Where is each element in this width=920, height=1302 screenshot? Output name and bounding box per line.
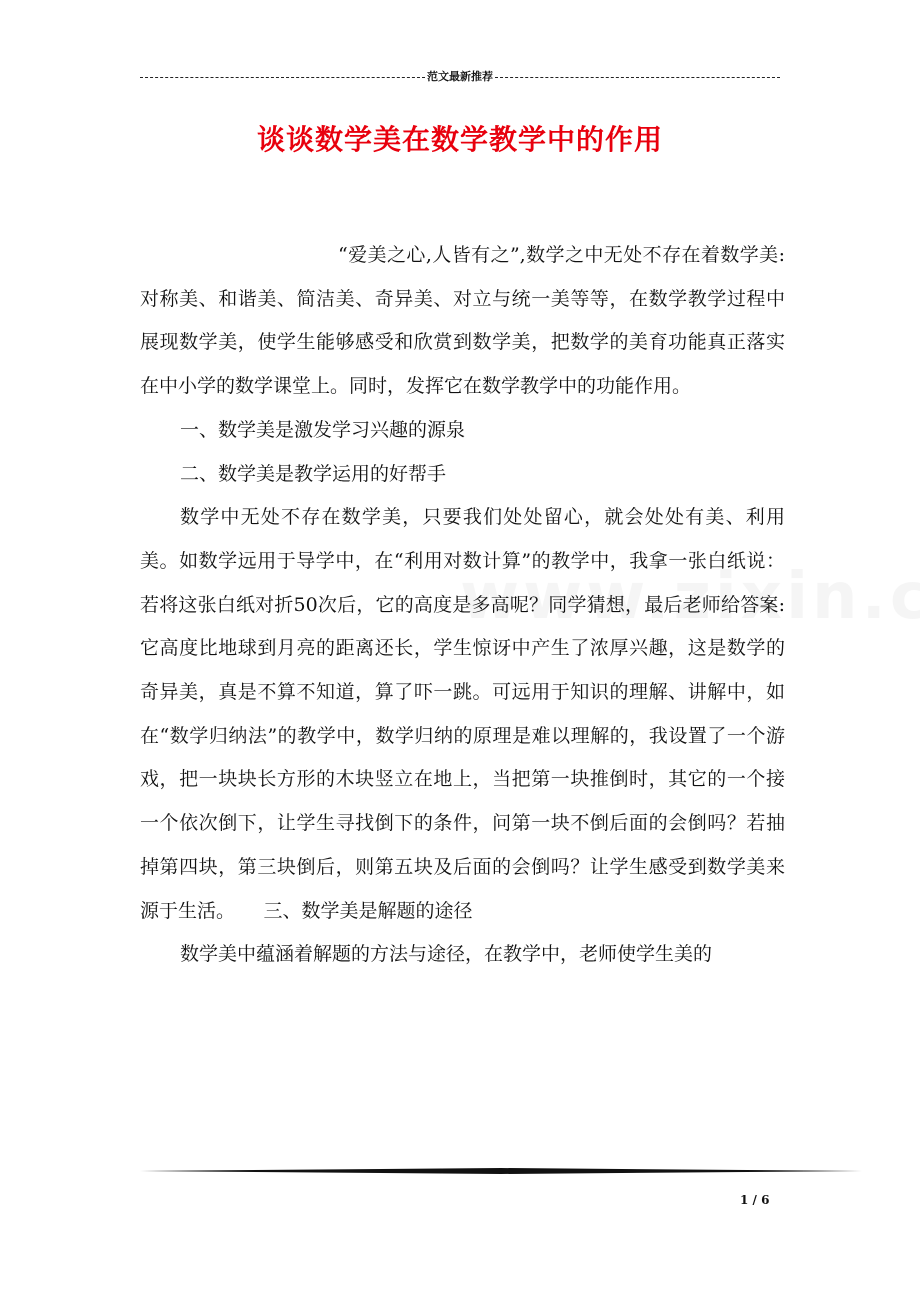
footer-rule bbox=[140, 1168, 862, 1174]
paragraph-intro: “爱美之心,人皆有之”,数学之中无处不存在着数学美:对称美、和谐美、简洁美、奇异美、对立与统一美等等，在数学教学过程中展现数学美，使学生能够感受和欣赏到数学美，把数学的美育功能真正落实在中小学的数学课堂上。同时，发挥它在数学教学中的功能作用。 bbox=[140, 244, 785, 398]
header-dashes-right bbox=[495, 77, 780, 78]
section-heading-2: 二、数学美是教学运用的好帮手 bbox=[180, 462, 447, 485]
header-label: 范文最新推荐 bbox=[427, 70, 493, 83]
paragraph-section-3: 数学美中蕴涵着解题的方法与途径，在教学中，老师使学生美的 bbox=[180, 943, 713, 966]
page-header bbox=[140, 66, 780, 86]
section-heading-1: 一、数学美是激发学习兴趣的源泉 bbox=[180, 418, 466, 441]
page-number: 1 / 6 bbox=[740, 1193, 770, 1207]
document-body bbox=[140, 234, 785, 977]
paragraph-section-2: 数学中无处不存在数学美，只要我们处处留心，就会处处有美、利用美。如数学远用于导学中，在“利用对数计算”的教学中，我拿一张白纸说：若将这张白纸对折50次后，它的高度是多高呢？同学猜想，最后老师给答案: 它高度比地球到月亮的距离还长，学生惊讶中产生了浓厚兴趣，这是数学的奇异美，真是不算不知道，算了吓一跳。可远用于知识的理解、讲解中，如在“数学归纳法”的教学中，数学归纳的原理是难以理解的，我设置了一个游戏，把一块块长方形的木块竖立在地上，当把第一块推倒时，其它的一个接一个依次倒下，让学生寻找倒下的条件，问第一块不倒后面的会倒吗？若抽掉第四块，第三块倒后，则第五块及后面的会倒吗？让学生感受到数学美来源于生活。 三、数学美是解题的途径 bbox=[140, 506, 785, 922]
header-dashes-left bbox=[140, 77, 425, 78]
document-title: 谈谈数学美在数学教学中的作用 bbox=[256, 123, 663, 156]
